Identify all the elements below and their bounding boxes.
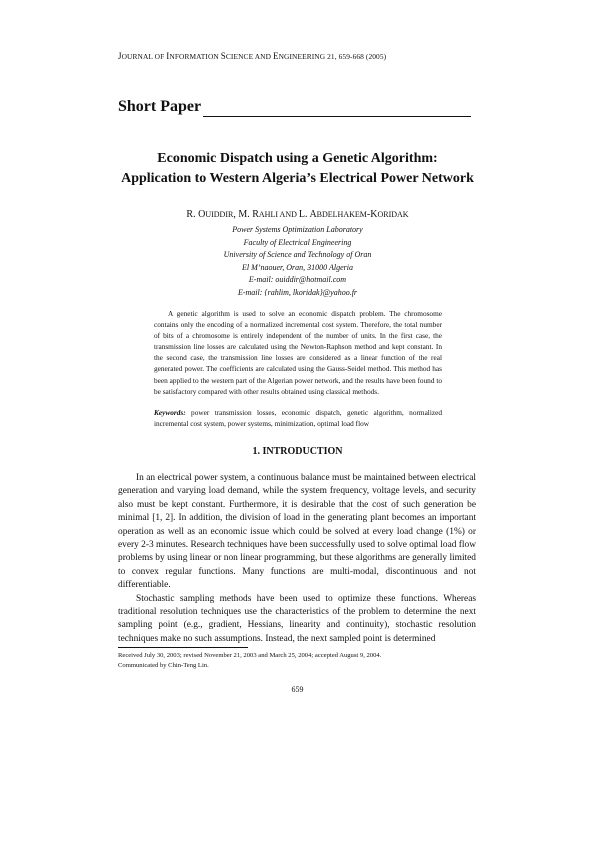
keywords-label: Keywords: bbox=[154, 408, 186, 417]
journal-header-part: OURNAL OF bbox=[121, 52, 167, 61]
journal-header-part: NFORMATION bbox=[169, 52, 221, 61]
affiliation-line: Power Systems Optimization Laboratory bbox=[232, 225, 363, 234]
footnote bbox=[118, 651, 478, 671]
keywords bbox=[154, 407, 442, 429]
author-part: , M. R bbox=[233, 209, 259, 220]
paper-title-line-2: Application to Western Algeria’s Electrical Power Network bbox=[121, 171, 474, 186]
section-heading: 1. INTRODUCTION bbox=[252, 446, 343, 457]
keywords-text: power transmission losses, economic dispatch, genetic algorithm, normalized incremental cost system, power systems, minimization, optimal load flow bbox=[154, 408, 442, 428]
email-line: E-mail: {rahlim, lkoridak}@yahoo.fr bbox=[237, 287, 358, 297]
paper-title-line-1: Economic Dispatch using a Genetic Algorithm: bbox=[157, 151, 438, 166]
author-part: L. A bbox=[298, 209, 317, 220]
author-part: BDELHAKEM bbox=[316, 210, 367, 219]
section-label: Short Paper bbox=[118, 98, 202, 115]
paragraph: In an electrical power system, a continuous balance must be maintained between electrical generation and varying load demand, while the system frequency, voltage levels, and security also must be kept constant. Furthermore, it is desirable that the cost of such generation be minimal [1, 2]. In addition, the division of load in the generating plant becomes an important operation as well as an economic issue which could be solved at every load change (1%) or every 2-3 minutes. Research techniques have been successfully used to solve optimal load flow problems by using linear or non linear programming, but these algorithms are generally limited to convex regular functions. Many functions are multi-modal, discontinuous and not differentiable. bbox=[118, 473, 476, 591]
author-list bbox=[60, 209, 535, 220]
abstract-text: A genetic algorithm is used to solve an economic dispatch problem. The chromosome contains only the encoding of a normalized incremental cost system. Therefore, the total number of bits of a chromosome is entirely independent of the number of units. In the first case, the transmission line losses are calculated using the Newton-Raphson method and kept constant. In the second case, the transmission line losses are considered as a linear function of the real generated power. The coefficients are calculated using the Gauss-Seidel method. This method has been applied to the western part of the Algerian power network, and the results have been found to be satisfactory compared with other results obtained using classical methods. bbox=[154, 309, 442, 396]
paragraph: Stochastic sampling methods have been used to optimize these functions. Whereas traditional resolution techniques use the characteristics of the problem to determine the next sampling point (e.g., gradient, Hessians, linearity and continuity), stochastic resolution techniques make no such assumptions. Instead, the next sampled point is determined bbox=[118, 593, 476, 644]
journal-header-part: NGINEERING bbox=[278, 52, 326, 61]
journal-header bbox=[118, 51, 386, 61]
page-number: 659 bbox=[291, 685, 304, 694]
journal-header-part: I bbox=[166, 51, 170, 61]
journal-header-part: J bbox=[118, 51, 122, 61]
body-text bbox=[118, 472, 476, 646]
section-label-rule bbox=[203, 116, 471, 117]
footnote-rule bbox=[118, 647, 248, 648]
author-part: -K bbox=[366, 209, 378, 220]
journal-reference: 21, 659-668 (2005) bbox=[325, 52, 387, 61]
affiliation-line: Faculty of Electrical Engineering bbox=[243, 237, 352, 247]
footnote-line: Communicated by Chin-Teng Lin. bbox=[118, 662, 209, 669]
affiliation-block bbox=[60, 224, 535, 299]
abstract bbox=[154, 308, 442, 397]
author-part: AND bbox=[278, 210, 299, 219]
email-line: E-mail: ouiddir@hotmail.com bbox=[248, 275, 347, 284]
journal-header-part: E bbox=[273, 51, 279, 61]
journal-header-part: S bbox=[220, 51, 226, 61]
affiliation-line: University of Science and Technology of Oran bbox=[223, 250, 372, 259]
author-part: AHLI bbox=[258, 210, 278, 219]
author-part: R. O bbox=[186, 209, 206, 220]
affiliation-line: El M’naouer, Oran, 31000 Algeria bbox=[242, 262, 353, 272]
author-part: ORIDAK bbox=[377, 210, 409, 219]
footnote-line: Received July 30, 2003; revised November 21, 2003 and March 25, 2004; accepted August 9, 2004. bbox=[118, 652, 382, 659]
journal-header-part: CIENCE AND bbox=[225, 52, 273, 61]
author-part: UIDDIR bbox=[205, 210, 234, 219]
